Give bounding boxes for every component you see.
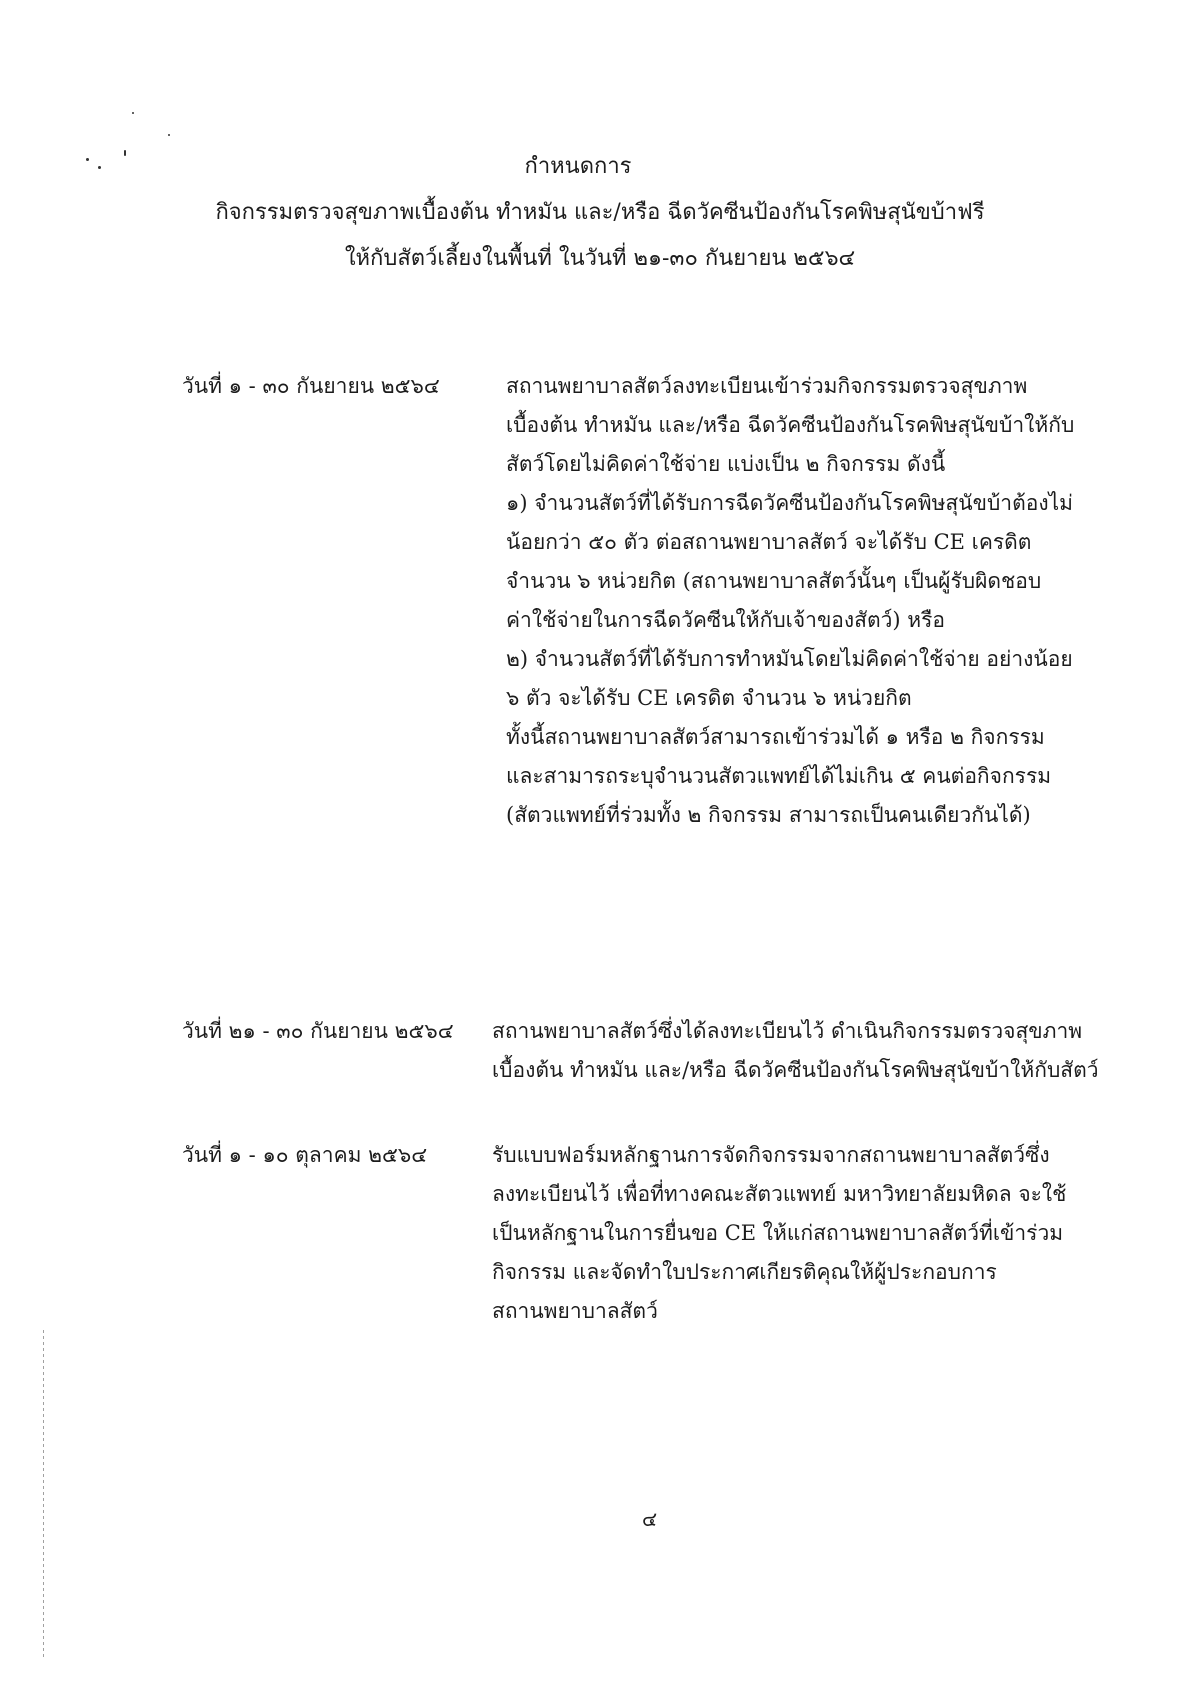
entry-line: สถานพยาบาลสัตว์ xyxy=(492,1299,658,1323)
entry-line: ทั้งนี้สถานพยาบาลสัตว์สามารถเข้าร่วมได้ ๑ หรือ ๒ กิจกรรม xyxy=(506,725,1045,749)
entry-line: เบื้องต้น ทำหมัน และ/หรือ ฉีดวัคซีนป้องกันโรคพิษสุนัขบ้าให้กับสัตว์ xyxy=(492,1058,1099,1082)
entry-line: ๑) จำนวนสัตว์ที่ได้รับการฉีดวัคซีนป้องกันโรคพิษสุนัขบ้าต้องไม่ xyxy=(506,491,1073,515)
entry-description xyxy=(492,1140,1066,1335)
entry-description xyxy=(506,371,1074,839)
entry-line: สัตว์โดยไม่คิดค่าใช้จ่าย แบ่งเป็น ๒ กิจกรรม ดังนี้ xyxy=(506,452,946,476)
entry-line: เบื้องต้น ทำหมัน และ/หรือ ฉีดวัคซีนป้องกันโรคพิษสุนัขบ้าให้กับ xyxy=(506,413,1075,437)
title-subheading: กิจกรรมตรวจสุขภาพเบื้องต้น ทำหมัน และ/หรือ ฉีดวัคซีนป้องกันโรคพิษสุนัขบ้าฟรี xyxy=(215,200,985,225)
title-heading: กำหนดการ xyxy=(524,154,632,179)
title-date-line: ให้กับสัตว์เลี้ยงในพื้นที่ ในวันที่ ๒๑-๓๐ กันยายน ๒๕๖๔ xyxy=(344,246,856,271)
entry-line: เป็นหลักฐานในการยื่นขอ CE ให้แก่สถานพยาบาลสัตว์ที่เข้าร่วม xyxy=(492,1221,1064,1245)
entry-description xyxy=(492,1016,1099,1094)
entry-line: สถานพยาบาลสัตว์ลงทะเบียนเข้าร่วมกิจกรรมตรวจสุขภาพ xyxy=(506,374,1028,398)
entry-line: ๒) จำนวนสัตว์ที่ได้รับการทำหมันโดยไม่คิดค่าใช้จ่าย อย่างน้อย xyxy=(506,647,1073,671)
entry-line: จำนวน ๖ หน่วยกิต (สถานพยาบาลสัตว์นั้นๆ เป็นผู้รับผิดชอบ xyxy=(506,569,1042,593)
entry-line: ลงทะเบียนไว้ เพื่อที่ทางคณะสัตวแพทย์ มหาวิทยาลัยมหิดล จะใช้ xyxy=(492,1182,1067,1206)
scan-edge-mark xyxy=(43,1330,44,1660)
page-number: ๔ xyxy=(642,1507,658,1531)
entry-line: และสามารถระบุจำนวนสัตวแพทย์ได้ไม่เกิน ๕ คนต่อกิจกรรม xyxy=(506,764,1052,788)
entry-date: วันที่ ๑ - ๓๐ กันยายน ๒๕๖๔ xyxy=(182,374,440,398)
entry-line: ๖ ตัว จะได้รับ CE เครดิต จำนวน ๖ หน่วยกิต xyxy=(506,686,912,710)
document-title xyxy=(0,152,1200,290)
entry-line: รับแบบฟอร์มหลักฐานการจัดกิจกรรมจากสถานพยาบาลสัตว์ซึ่ง xyxy=(492,1143,1050,1167)
entry-line: สถานพยาบาลสัตว์ซึ่งได้ลงทะเบียนไว้ ดำเนินกิจกรรมตรวจสุขภาพ xyxy=(492,1019,1083,1043)
entry-date: วันที่ ๑ - ๑๐ ตุลาคม ๒๕๖๔ xyxy=(182,1143,428,1167)
entry-line: ค่าใช้จ่ายในการฉีดวัคซีนให้กับเจ้าของสัตว์) หรือ xyxy=(506,608,946,632)
scan-mark xyxy=(132,112,134,114)
scan-mark xyxy=(168,134,170,136)
entry-line: กิจกรรม และจัดทำใบประกาศเกียรติคุณให้ผู้ประกอบการ xyxy=(492,1260,997,1284)
entry-line: (สัตวแพทย์ที่ร่วมทั้ง ๒ กิจกรรม สามารถเป็นคนเดียวกันได้) xyxy=(506,803,1031,827)
entry-date: วันที่ ๒๑ - ๓๐ กันยายน ๒๕๖๔ xyxy=(182,1019,454,1043)
entry-line: น้อยกว่า ๕๐ ตัว ต่อสถานพยาบาลสัตว์ จะได้รับ CE เครดิต xyxy=(506,530,1032,554)
